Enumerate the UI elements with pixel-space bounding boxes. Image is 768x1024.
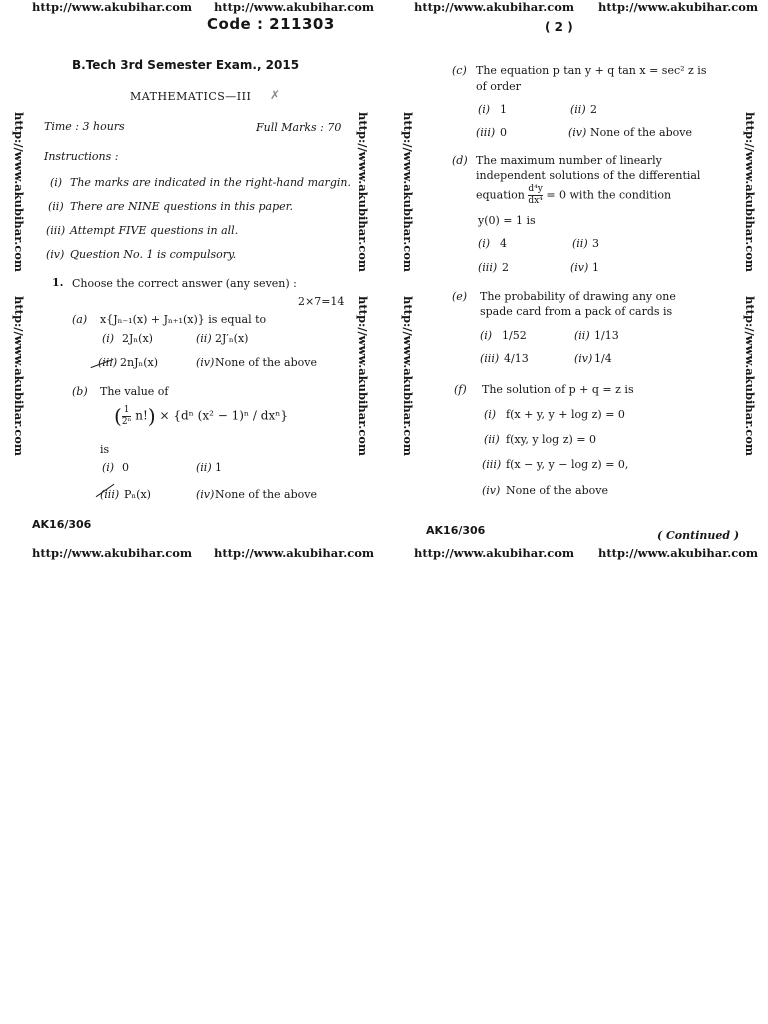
page-number: ( 2 ) xyxy=(545,20,573,34)
q1a-opt4-num: (iv) xyxy=(196,356,215,369)
q1d-text-1: The maximum number of linearly xyxy=(476,154,662,167)
q1e-label: (e) xyxy=(452,290,468,303)
q1f-opt4-text: None of the above xyxy=(506,484,608,497)
q1d-opt2-text: 3 xyxy=(592,237,599,250)
q1c-opt4-text: None of the above xyxy=(590,126,692,139)
q1b-opt1-num: (i) xyxy=(102,461,115,474)
q1f-opt4-num: (iv) xyxy=(482,484,501,497)
q1a-opt2-num: (ii) xyxy=(196,332,212,345)
continued-label: ( Continued ) xyxy=(657,529,740,542)
q1f-opt1-text: f(x + y, y + log z) = 0 xyxy=(506,408,625,421)
q1b-opt3-num: (iii) xyxy=(100,488,120,501)
q1d-opt3-num: (iii) xyxy=(478,261,498,274)
q1c-text-2: of order xyxy=(476,80,521,93)
q1e-opt4-num: (iv) xyxy=(574,352,593,365)
time-label: Time : 3 hours xyxy=(44,120,125,133)
footer-url-3[interactable]: http://www.akubihar.com xyxy=(414,546,575,560)
q1f-opt3-num: (iii) xyxy=(482,458,502,471)
footer-url-4[interactable]: http://www.akubihar.com xyxy=(598,546,759,560)
instruction-text-1: The marks are indicated in the right-hand margin. xyxy=(70,176,351,189)
q1b-is: is xyxy=(100,443,110,456)
q1c-text-1: The equation p tan y + q tan x = sec² z is xyxy=(476,64,707,77)
exam-title: B.Tech 3rd Semester Exam., 2015 xyxy=(72,58,300,72)
q1b-formula-right: × {dⁿ (x² − 1)ⁿ / dxⁿ} xyxy=(159,408,289,423)
q1c-opt4-num: (iv) xyxy=(568,126,587,139)
instruction-num-4: (iv) xyxy=(46,248,65,261)
q1e-opt3-text: 4/13 xyxy=(504,352,529,365)
header-url-1[interactable]: http://www.akubihar.com xyxy=(32,0,193,14)
q1d-opt4-text: 1 xyxy=(592,261,599,274)
right-footer-code: AK16/306 xyxy=(426,524,486,537)
q1f-label: (f) xyxy=(454,383,467,396)
q1a-opt1-text: 2Jₙ(x) xyxy=(122,332,153,345)
q1e-text-1: The probability of drawing any one xyxy=(480,290,676,303)
q1c-opt1-num: (i) xyxy=(478,103,491,116)
q1b-opt4-text: None of the above xyxy=(215,488,317,501)
q1d-text-4: y(0) = 1 is xyxy=(478,214,536,227)
q1b-formula-left: n! xyxy=(135,408,148,423)
q1e-opt2-text: 1/13 xyxy=(594,329,619,342)
q1c-opt1-text: 1 xyxy=(500,103,507,116)
question-1-text: Choose the correct answer (any seven) : xyxy=(72,277,297,290)
q1c-label: (c) xyxy=(452,64,467,77)
q1d-opt1-text: 4 xyxy=(500,237,507,250)
left-footer-code: AK16/306 xyxy=(32,518,92,531)
footer-url-1[interactable]: http://www.akubihar.com xyxy=(32,546,193,560)
instruction-num-1: (i) xyxy=(50,176,63,189)
q1d-label: (d) xyxy=(452,154,468,167)
q1a-label: (a) xyxy=(72,313,88,326)
q1b-opt2-num: (ii) xyxy=(196,461,212,474)
q1f-opt1-num: (i) xyxy=(484,408,497,421)
q1b-opt1-text: 0 xyxy=(122,461,129,474)
q1e-opt1-text: 1/52 xyxy=(502,329,527,342)
q1b-fraction: $\frac{1}{\text{2ⁿ}}$ xyxy=(121,404,132,427)
side-url-mid-3[interactable]: http://www.akubihar.com xyxy=(401,112,415,273)
q1c-opt3-text: 0 xyxy=(500,126,507,139)
instruction-text-2: There are NINE questions in this paper. xyxy=(70,200,294,213)
q1f-text: The solution of p + q = z is xyxy=(482,383,634,396)
q1b-label: (b) xyxy=(72,385,88,398)
subject-title: MATHEMATICS—III xyxy=(130,90,252,103)
q1a-opt2-text: 2J′ₙ(x) xyxy=(215,332,249,345)
q1d-text-2: independent solutions of the differential xyxy=(476,169,701,182)
footer-url-2[interactable]: http://www.akubihar.com xyxy=(214,546,375,560)
q1c-opt2-text: 2 xyxy=(590,103,597,116)
side-url-left-2[interactable]: http://www.akubihar.com xyxy=(12,296,26,457)
side-url-left-1[interactable]: http://www.akubihar.com xyxy=(12,112,26,273)
side-url-right-1[interactable]: http://www.akubihar.com xyxy=(743,112,757,273)
q1c-opt2-num: (ii) xyxy=(570,103,586,116)
q1e-opt4-text: 1/4 xyxy=(594,352,612,365)
instruction-num-2: (ii) xyxy=(48,200,64,213)
q1a-opt3-num: (iii) xyxy=(98,356,118,369)
q1f-opt2-num: (ii) xyxy=(484,433,500,446)
q1c-opt3-num: (iii) xyxy=(476,126,496,139)
pen-mark: ✗ xyxy=(270,88,281,102)
q1d-opt1-num: (i) xyxy=(478,237,491,250)
q1d-opt3-text: 2 xyxy=(502,261,509,274)
instruction-text-3: Attempt FIVE questions in all. xyxy=(70,224,239,237)
q1a-opt3-text: 2nJₙ(x) xyxy=(120,356,159,369)
q1d-text-3: equation $\frac{\text{d⁴y}}{\text{dx⁴}}$ = 0 with the condition xyxy=(476,184,672,206)
q1d-fraction: $\frac{\text{d⁴y}}{\text{dx⁴}}$ xyxy=(528,184,543,206)
header-url-3[interactable]: http://www.akubihar.com xyxy=(414,0,575,14)
q1b-opt2-text: 1 xyxy=(215,461,222,474)
q1e-opt2-num: (ii) xyxy=(574,329,590,342)
side-url-right-2[interactable]: http://www.akubihar.com xyxy=(743,296,757,457)
q1d-opt4-num: (iv) xyxy=(570,261,589,274)
q1e-text-2: spade card from a pack of cards is xyxy=(480,305,673,318)
q1b-opt3-text: Pₙ(x) xyxy=(124,488,151,501)
q1a-text: x{Jₙ₋₁(x) + Jₙ₊₁(x)} is equal to xyxy=(100,313,267,326)
instructions-heading: Instructions : xyxy=(44,150,119,163)
instruction-num-3: (iii) xyxy=(46,224,66,237)
side-url-mid-2[interactable]: http://www.akubihar.com xyxy=(356,296,370,457)
question-1-marks: 2×7=14 xyxy=(298,295,345,308)
instruction-text-4: Question No. 1 is compulsory. xyxy=(70,248,237,261)
header-url-4[interactable]: http://www.akubihar.com xyxy=(598,0,759,14)
q1a-opt4-text: None of the above xyxy=(215,356,317,369)
side-url-mid-1[interactable]: http://www.akubihar.com xyxy=(356,112,370,273)
q1b-opt4-num: (iv) xyxy=(196,488,215,501)
q1b-text: The value of xyxy=(100,385,169,398)
q1f-opt3-text: f(x − y, y − log z) = 0, xyxy=(506,458,629,471)
q1e-opt1-num: (i) xyxy=(480,329,493,342)
q1d-opt2-num: (ii) xyxy=(572,237,588,250)
paper-code: Code : 211303 xyxy=(207,15,335,33)
full-marks-label: Full Marks : 70 xyxy=(256,121,342,134)
q1a-opt1-num: (i) xyxy=(102,332,115,345)
q1b-formula: ( $\frac{1}{\text{2ⁿ}}$ n!) × {dⁿ (x² − 1)ⁿ / dxⁿ} xyxy=(114,404,289,428)
header-url-2[interactable]: http://www.akubihar.com xyxy=(214,0,375,14)
question-1-number: 1. xyxy=(52,276,64,289)
side-url-mid-4[interactable]: http://www.akubihar.com xyxy=(401,296,415,457)
q1e-opt3-num: (iii) xyxy=(480,352,500,365)
q1f-opt2-text: f(xy, y log z) = 0 xyxy=(506,433,596,446)
